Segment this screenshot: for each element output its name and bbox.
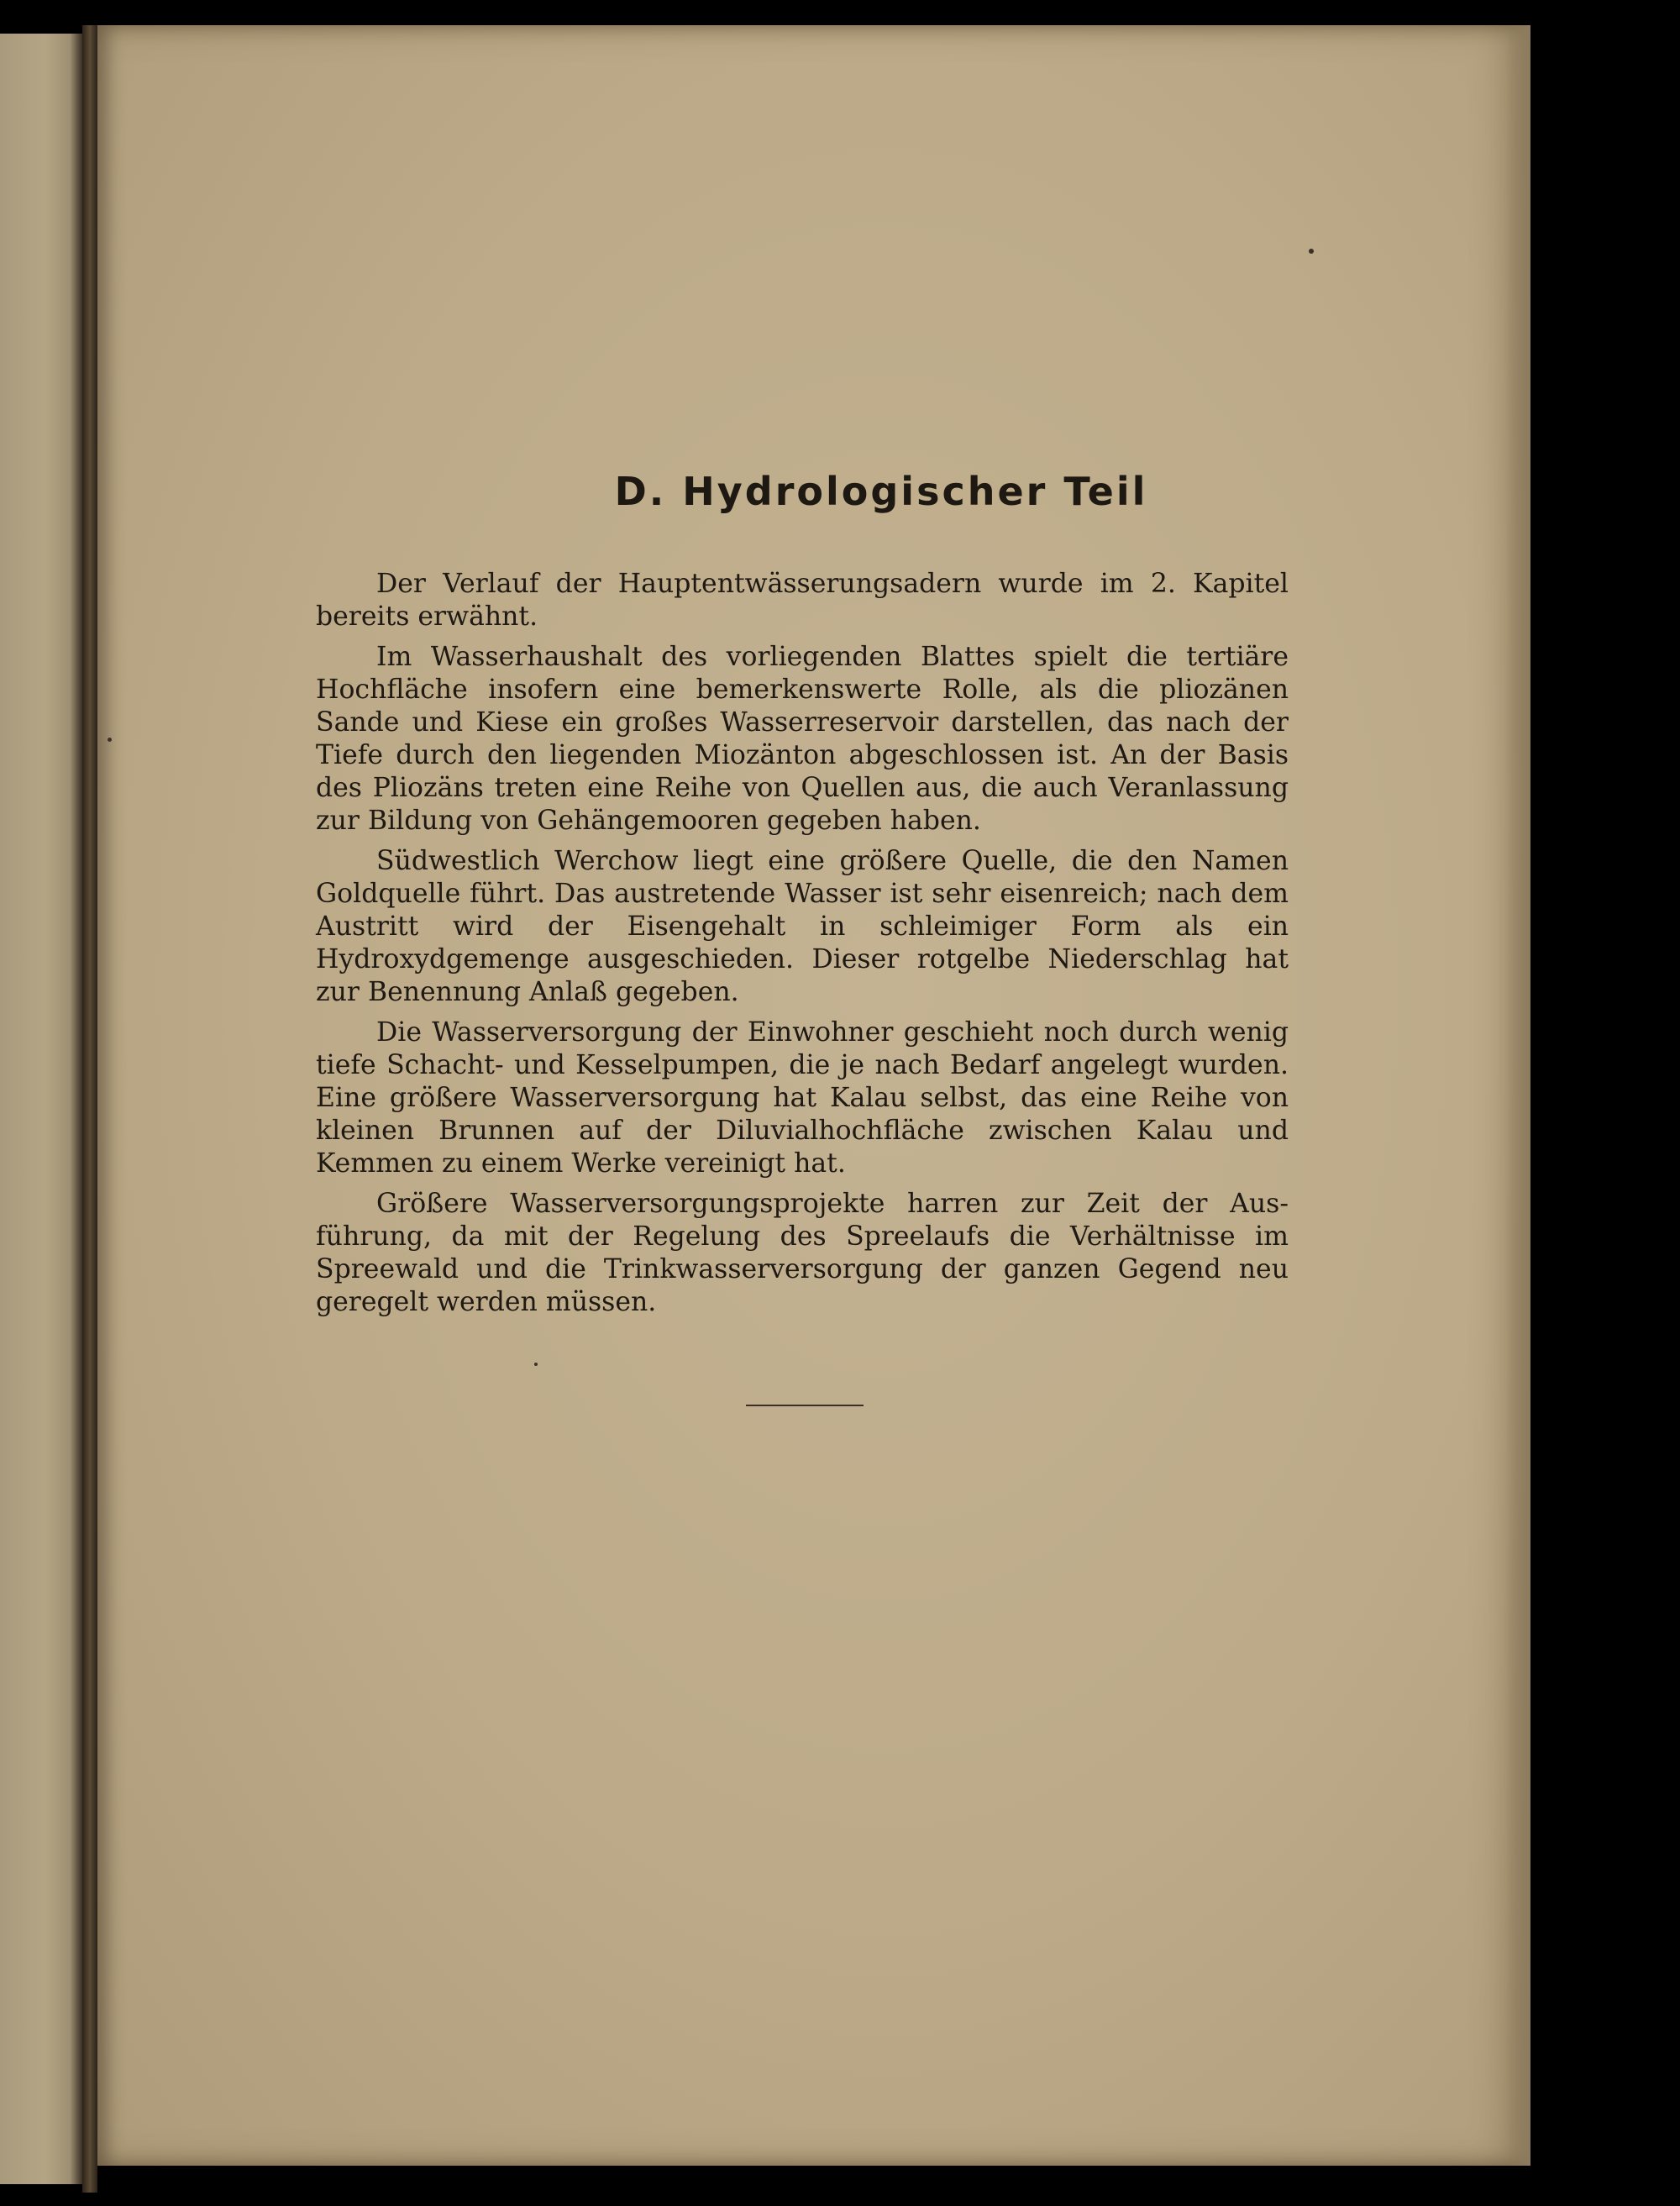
facing-page-edge bbox=[0, 34, 82, 2184]
paragraph-3: Südwestlich Werchow liegt eine größere Quelle, die den Namen Goldquelle führt. Das austretende Wasser ist sehr eisenreich; nach dem Austritt wird der Eisengehalt in schleimiger Form als ein Hydroxydgemenge ausgeschieden. Dieser rotgelbe Niederschlag hat zur Benennung Anlaß gegeben. bbox=[316, 846, 1289, 1007]
paragraph-1: Der Verlauf der Hauptentwässerungsadern wurde im 2. Kapitel bereits erwähnt. bbox=[316, 569, 1289, 632]
end-rule bbox=[746, 1405, 864, 1406]
paper-speck bbox=[1309, 249, 1314, 254]
page-edge-shadow bbox=[1505, 25, 1530, 2166]
paper-speck bbox=[108, 738, 112, 742]
paragraph-5: Größere Wasserversorgungsprojekte harren zur Zeit der Ausführung, da mit der Regelung des Spreelaufs die Verhältnisse im Spreewald und die Trinkwasserversorgung der ganzen Gegend neu geregelt werden müssen. bbox=[316, 1189, 1289, 1317]
section-heading: D. Hydrologischer Teil bbox=[614, 469, 1148, 514]
paragraph-4: Die Wasserversorgung der Einwohner geschieht noch durch wenig tiefe Schacht- und Kesselpumpen, die je nach Bedarf angelegt wurden. Eine größere Wasserversorgung hat Kalau selbst, das eine Reihe von kleinen Brunnen auf der Diluvialhochfläche zwischen Kalau und Kemmen zu einem Werke vereinigt hat. bbox=[316, 1017, 1289, 1179]
paragraph-2: Im Wasserhaushalt des vorliegenden Blattes spielt die tertiäre Hochfläche insofern eine bemerkenswerte Rolle, als die pliozänen Sande und Kiese ein großes Wasserreservoir darstellen, das nach der Tiefe durch den liegenden Miozänton abgeschlossen ist. An der Basis des Pliozäns treten eine Reihe von Quellen aus, die auch Veranlassung zur Bildung von Gehängemooren gegeben haben. bbox=[316, 642, 1289, 836]
body-text bbox=[316, 568, 1289, 1326]
book-spine bbox=[82, 25, 97, 2193]
paper-speck bbox=[534, 1363, 538, 1366]
